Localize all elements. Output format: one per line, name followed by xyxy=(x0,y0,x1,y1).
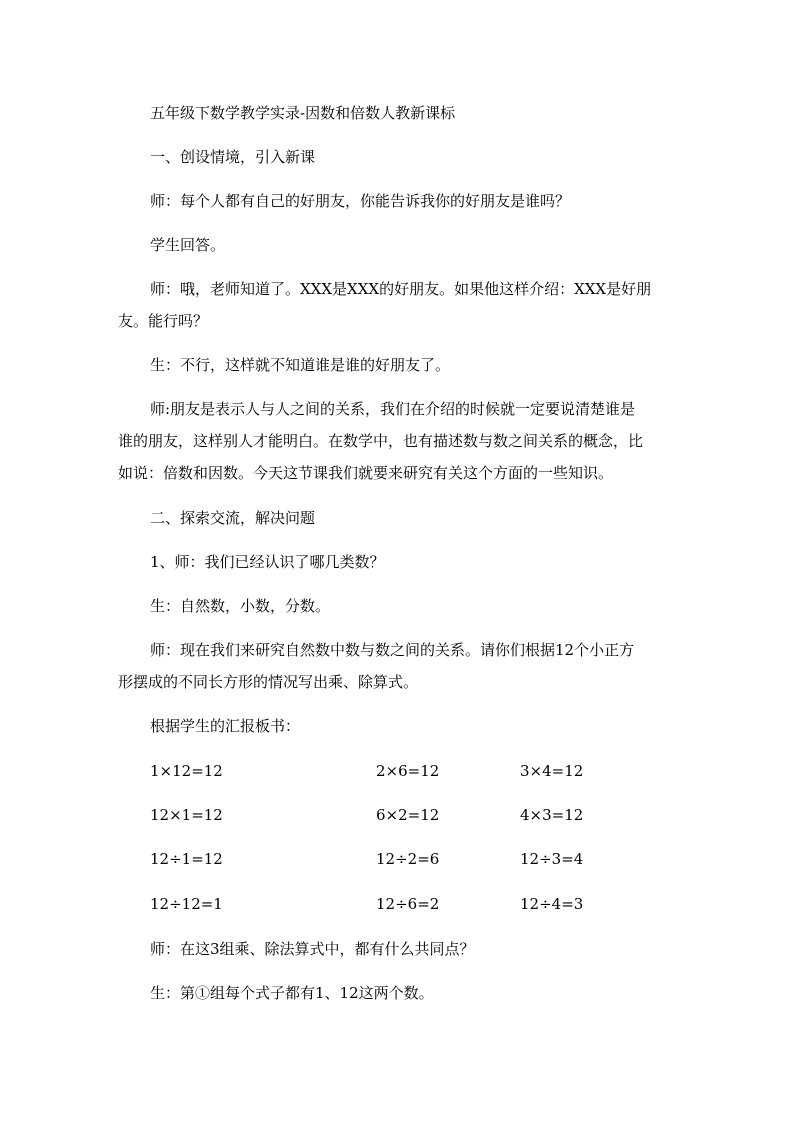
paragraph-3-line-1: 师：哦，老师知道了。XXX是XXX的好朋友。如果他这样介绍：XXX是好朋 xyxy=(150,280,652,298)
equation: 12÷3=4 xyxy=(520,850,584,868)
paragraph-11: 生：第①组每个式子都有1、12这两个数。 xyxy=(150,984,434,1002)
equation: 12÷6=2 xyxy=(376,895,440,913)
equation: 3×4=12 xyxy=(520,762,584,780)
paragraph-5-line-2: 谁的朋友，这样别人才能明白。在数学中，也有描述数与数之间关系的概念，比 xyxy=(118,432,644,450)
paragraph-2: 学生回答。 xyxy=(150,236,226,254)
paragraph-6: 1、师：我们已经认识了哪几类数？ xyxy=(150,553,385,571)
paragraph-8-line-1: 师：现在我们来研究自然数中数与数之间的关系。请你们根据12个小正方 xyxy=(150,641,635,659)
equation: 1×12=12 xyxy=(150,762,223,780)
equation: 2×6=12 xyxy=(376,762,440,780)
equation: 12÷12=1 xyxy=(150,895,223,913)
equation: 6×2=12 xyxy=(376,806,440,824)
document-title: 五年级下数学教学实录-因数和倍数人教新课标 xyxy=(150,104,456,122)
paragraph-7: 生：自然数，小数，分数。 xyxy=(150,597,331,615)
paragraph-1: 师：每个人都有自己的好朋友，你能告诉我你的好朋友是谁吗？ xyxy=(150,192,571,210)
equation: 12÷1=12 xyxy=(150,850,223,868)
paragraph-9: 根据学生的汇报板书： xyxy=(150,717,301,735)
paragraph-10: 师：在这3组乘、除法算式中，都有什么共同点？ xyxy=(150,940,475,958)
paragraph-8-line-2: 形摆成的不同长方形的情况写出乘、除算式。 xyxy=(118,673,419,691)
section-heading-1: 一、创设情境，引入新课 xyxy=(150,148,316,166)
paragraph-4: 生：不行，这样就不知道谁是谁的好朋友了。 xyxy=(150,356,451,374)
paragraph-5-line-1: 师:朋友是表示人与人之间的关系，我们在介绍的时候就一定要说清楚谁是 xyxy=(150,400,636,418)
paragraph-5-line-3: 如说：倍数和因数。今天这节课我们就要来研究有关这个方面的一些知识。 xyxy=(118,464,614,482)
equation: 12÷4=3 xyxy=(520,895,584,913)
equation: 12÷2=6 xyxy=(376,850,440,868)
equation: 4×3=12 xyxy=(520,806,584,824)
paragraph-3-line-2: 友。能行吗？ xyxy=(118,312,209,330)
section-heading-2: 二、探索交流，解决问题 xyxy=(150,509,316,527)
equation: 12×1=12 xyxy=(150,806,223,824)
